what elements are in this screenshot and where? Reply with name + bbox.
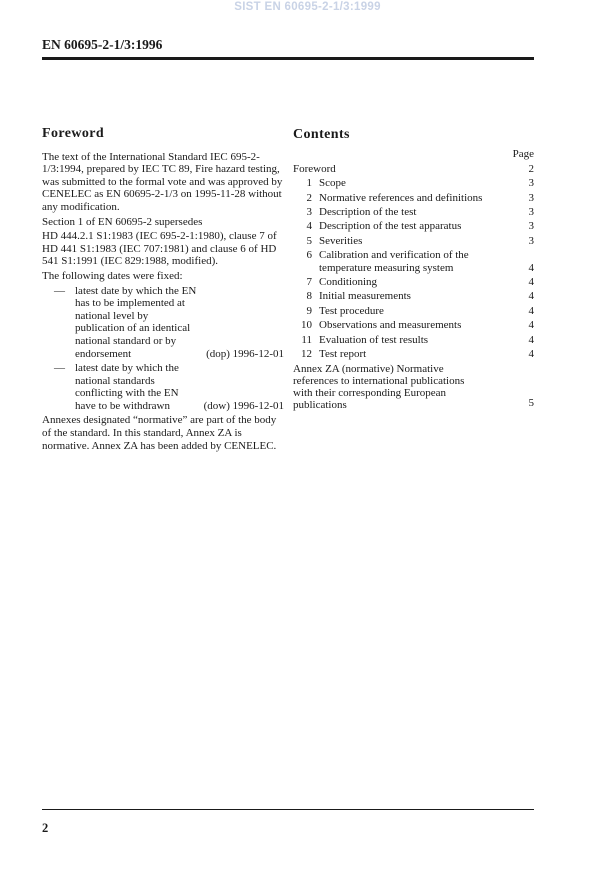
foreword-paragraph: The following dates were fixed: — [42, 269, 183, 282]
foreword-section — [42, 128, 287, 454]
toc-number: 7 — [306, 276, 312, 289]
header-rule — [42, 57, 534, 60]
toc-number: 4 — [306, 220, 312, 233]
toc-page: 4 — [528, 261, 534, 274]
toc-row[interactable] — [293, 333, 534, 347]
toc-row[interactable] — [293, 304, 534, 318]
toc-number: 8 — [306, 290, 312, 303]
toc-row[interactable] — [293, 191, 534, 205]
toc-title: Normative references and definitions — [319, 191, 483, 204]
toc-page: 3 — [528, 234, 534, 247]
toc-row-foreword[interactable] — [293, 162, 534, 176]
toc-number: 9 — [306, 304, 312, 317]
toc-number: 5 — [306, 234, 312, 247]
dash-bullet: — — [54, 284, 65, 297]
toc-title: Evaluation of test results — [319, 333, 429, 346]
toc-row-annex[interactable] — [293, 363, 534, 411]
toc-page: 4 — [528, 319, 534, 332]
toc-row[interactable] — [293, 347, 534, 361]
toc-page: 4 — [528, 304, 534, 317]
toc-page: 5 — [528, 397, 534, 410]
toc-page: 4 — [528, 276, 534, 289]
page-column-label: Page — [512, 148, 534, 161]
toc-page: 4 — [528, 333, 534, 346]
toc-number: 12 — [301, 348, 312, 361]
toc-title: Calibration and verification of the temperature measuring system — [319, 249, 469, 274]
toc-row[interactable] — [293, 289, 534, 303]
date-item-text: latest date by which the EN has to be implemented at national level by publication of an identical national standard or by endorsement — [75, 284, 197, 360]
date-item-code: (dow) 1996-12-01 — [203, 399, 284, 412]
date-item-text: latest date by which the national standards conflicting with the EN have to be withdrawn — [75, 362, 179, 412]
toc-page: 3 — [528, 220, 534, 233]
toc-row[interactable] — [293, 275, 534, 289]
foreword-paragraph: The text of the International Standard IEC 695-2-1/3:1994, prepared by IEC TC 89, Fire hazard testing, was submitted to the formal vote and was approved by CENELEC as EN 60695-2-1/3 on 1995-11-28 without any modification. — [42, 150, 283, 213]
foreword-paragraph: Annexes designated “normative” are part of the body of the standard. In this standard, Annex ZA is normative. Annex ZA has been added by CENELEC. — [42, 414, 277, 452]
toc-title: Test procedure — [319, 304, 384, 317]
foreword-heading: Foreword — [42, 126, 105, 141]
footer-rule — [42, 809, 534, 810]
toc-row[interactable] — [293, 249, 534, 274]
toc-row[interactable] — [293, 219, 534, 233]
toc-page: 4 — [528, 348, 534, 361]
toc-number: 10 — [301, 319, 312, 332]
toc-page: 3 — [528, 206, 534, 219]
toc-title: Conditioning — [319, 276, 378, 289]
toc-title: Observations and measurements — [319, 319, 462, 332]
toc-title: Scope — [319, 177, 346, 190]
dash-bullet: — — [54, 362, 65, 375]
toc-row[interactable] — [293, 205, 534, 219]
toc-number: 3 — [306, 206, 312, 219]
toc-title: Test report — [319, 348, 367, 361]
document-id: EN 60695-2-1/3:1996 — [42, 37, 163, 52]
date-item-code: (dop) 1996-12-01 — [206, 347, 284, 360]
toc-title: Severities — [319, 234, 363, 247]
toc-page: 3 — [528, 177, 534, 190]
toc-row[interactable] — [293, 318, 534, 332]
toc-number: 11 — [301, 333, 312, 346]
foreword-paragraph: Section 1 of EN 60695-2 supersedes — [42, 215, 203, 228]
toc-number: 6 — [306, 249, 312, 262]
foreword-paragraph: HD 444.2.1 S1:1983 (IEC 695-2-1:1980), clause 7 of HD 441 S1:1983 (IEC 707:1981) and clause 6 of HD 541 S1:1991 (IEC 829:1988, modified). — [42, 230, 277, 268]
toc-number: 2 — [306, 191, 312, 204]
toc-title: Foreword — [293, 162, 336, 175]
toc-title: Description of the test apparatus — [319, 220, 462, 233]
toc-title: Description of the test — [319, 206, 417, 219]
toc-page: 2 — [528, 162, 534, 175]
contents-heading: Contents — [293, 127, 350, 142]
toc-row[interactable] — [293, 234, 534, 248]
toc-number: 1 — [306, 177, 312, 190]
toc-title: Initial measurements — [319, 290, 411, 303]
toc-row[interactable] — [293, 176, 534, 190]
date-item — [42, 362, 287, 412]
date-item — [42, 285, 287, 361]
toc-title: Annex ZA (normative) Normative references to international publications with their corresponding European publications — [293, 362, 465, 411]
toc-page: 3 — [528, 191, 534, 204]
watermark: SIST EN 60695-2-1/3:1999 — [234, 1, 381, 13]
contents-section — [293, 128, 534, 411]
toc-page: 4 — [528, 290, 534, 303]
page-number: 2 — [42, 821, 49, 835]
